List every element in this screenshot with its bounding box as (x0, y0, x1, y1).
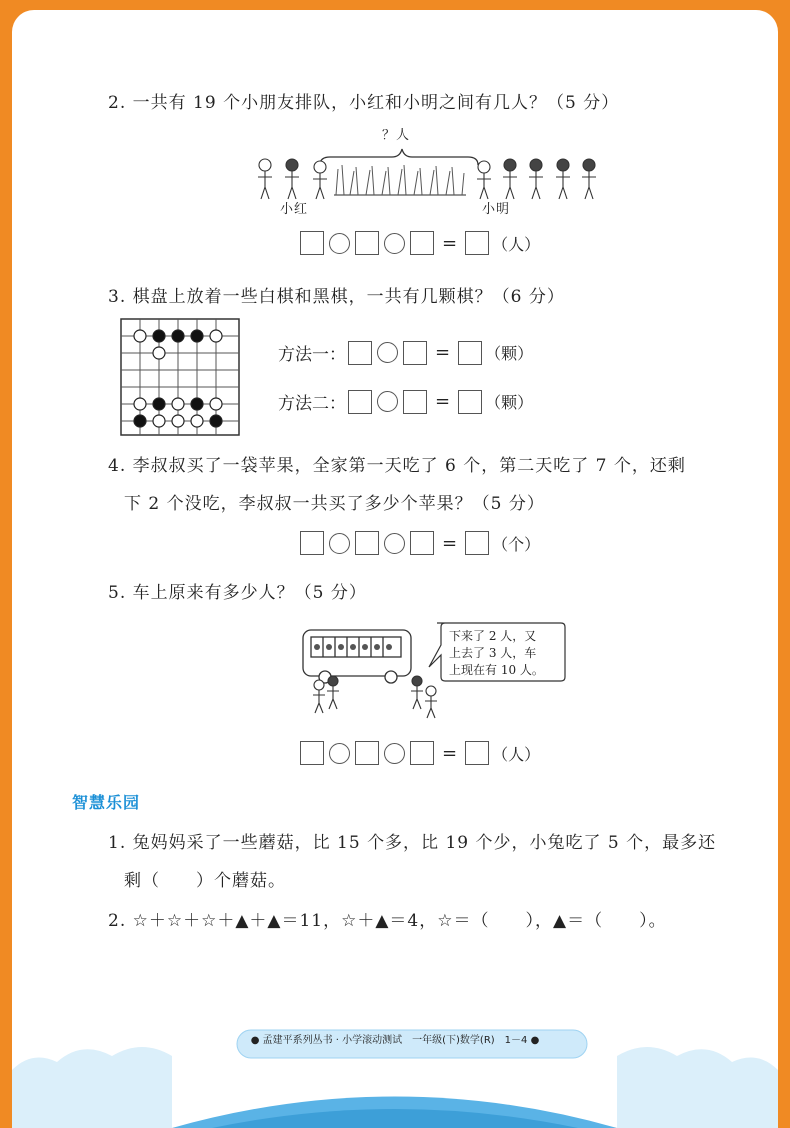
label-xiaoming: 小明 (482, 202, 511, 217)
answer-box[interactable] (348, 341, 372, 365)
operator-circle[interactable] (384, 533, 405, 554)
footer-decoration (12, 1010, 778, 1128)
speech-line-2: 上去了 3 人，车 (449, 646, 537, 660)
wisdom-question-1-line-1: 1. 兔妈妈采了一些蘑菇，比 15 个多，比 19 个少，小兔吃了 5 个，最多还 (108, 833, 717, 853)
answer-box[interactable] (458, 390, 482, 414)
question-4-line-2: 下 2 个没吃，李叔叔一共买了多少个苹果？（5 分） (124, 494, 545, 514)
speech-line-3: 上现在有 10 人。 (449, 663, 544, 677)
equals-sign: = (442, 232, 458, 254)
operator-circle[interactable] (329, 233, 350, 254)
equation-method-2 (278, 389, 533, 414)
answer-box[interactable] (355, 231, 379, 255)
wisdom-question-2: 2. ☆＋☆＋☆＋▲＋▲＝11，☆＋▲＝4，☆＝（ ），▲＝（ ）。 (108, 911, 667, 931)
operator-circle[interactable] (377, 342, 398, 363)
wisdom-question-1-line-2: 剩（ ）个蘑菇。 (124, 871, 286, 891)
method-1-label: 方法一： (278, 345, 346, 365)
answer-box[interactable] (355, 531, 379, 555)
equals-sign: = (435, 342, 451, 363)
equation-q5 (300, 741, 540, 765)
method-2-label: 方法二： (278, 394, 346, 414)
operator-circle[interactable] (329, 743, 350, 764)
speech-line-1: 下来了 2 人，又 (449, 629, 537, 643)
footer-text: ● 孟建平系列丛书 · 小学滚动测试 一年级(下)数学(R) 1－4 ● (250, 1035, 540, 1046)
question-5-text: 5. 车上原来有多少人？（5 分） (108, 583, 367, 603)
answer-box[interactable] (458, 341, 482, 365)
equals-sign: = (442, 742, 458, 764)
answer-box[interactable] (355, 741, 379, 765)
unit-label: （颗） (485, 393, 534, 412)
question-3-text: 3. 棋盘上放着一些白棋和黑棋，一共有几颗棋？（6 分） (108, 287, 565, 307)
unit-label: （个） (492, 534, 541, 554)
brace-label: ？人 (382, 128, 411, 143)
answer-box[interactable] (300, 231, 324, 255)
answer-box[interactable] (410, 741, 434, 765)
answer-box[interactable] (403, 341, 427, 365)
worksheet-page (12, 10, 778, 1128)
equation-q4 (300, 531, 540, 555)
equation-method-1 (278, 340, 533, 365)
operator-circle[interactable] (384, 233, 405, 254)
unit-label: （人） (492, 744, 541, 764)
equation-q2 (300, 231, 540, 255)
answer-box[interactable] (300, 531, 324, 555)
equals-sign: = (435, 391, 451, 412)
answer-box[interactable] (348, 390, 372, 414)
question-4-line-1: 4. 李叔叔买了一袋苹果，全家第一天吃了 6 个，第二天吃了 7 个，还剩 (108, 456, 686, 476)
answer-box[interactable] (300, 741, 324, 765)
answer-box[interactable] (465, 741, 489, 765)
unit-label: （颗） (485, 344, 534, 363)
section-title: 智慧乐园 (72, 793, 141, 812)
answer-box[interactable] (410, 231, 434, 255)
unit-label: （人） (492, 234, 541, 254)
operator-circle[interactable] (384, 743, 405, 764)
chessboard (120, 318, 240, 436)
operator-circle[interactable] (329, 533, 350, 554)
question-2-text: 2. 一共有 19 个小朋友排队，小红和小明之间有几人？（5 分） (108, 93, 620, 113)
answer-box[interactable] (465, 531, 489, 555)
equals-sign: = (442, 532, 458, 554)
answer-box[interactable] (410, 531, 434, 555)
answer-box[interactable] (403, 390, 427, 414)
label-xiaohong: 小红 (280, 202, 309, 217)
answer-box[interactable] (465, 231, 489, 255)
operator-circle[interactable] (377, 391, 398, 412)
